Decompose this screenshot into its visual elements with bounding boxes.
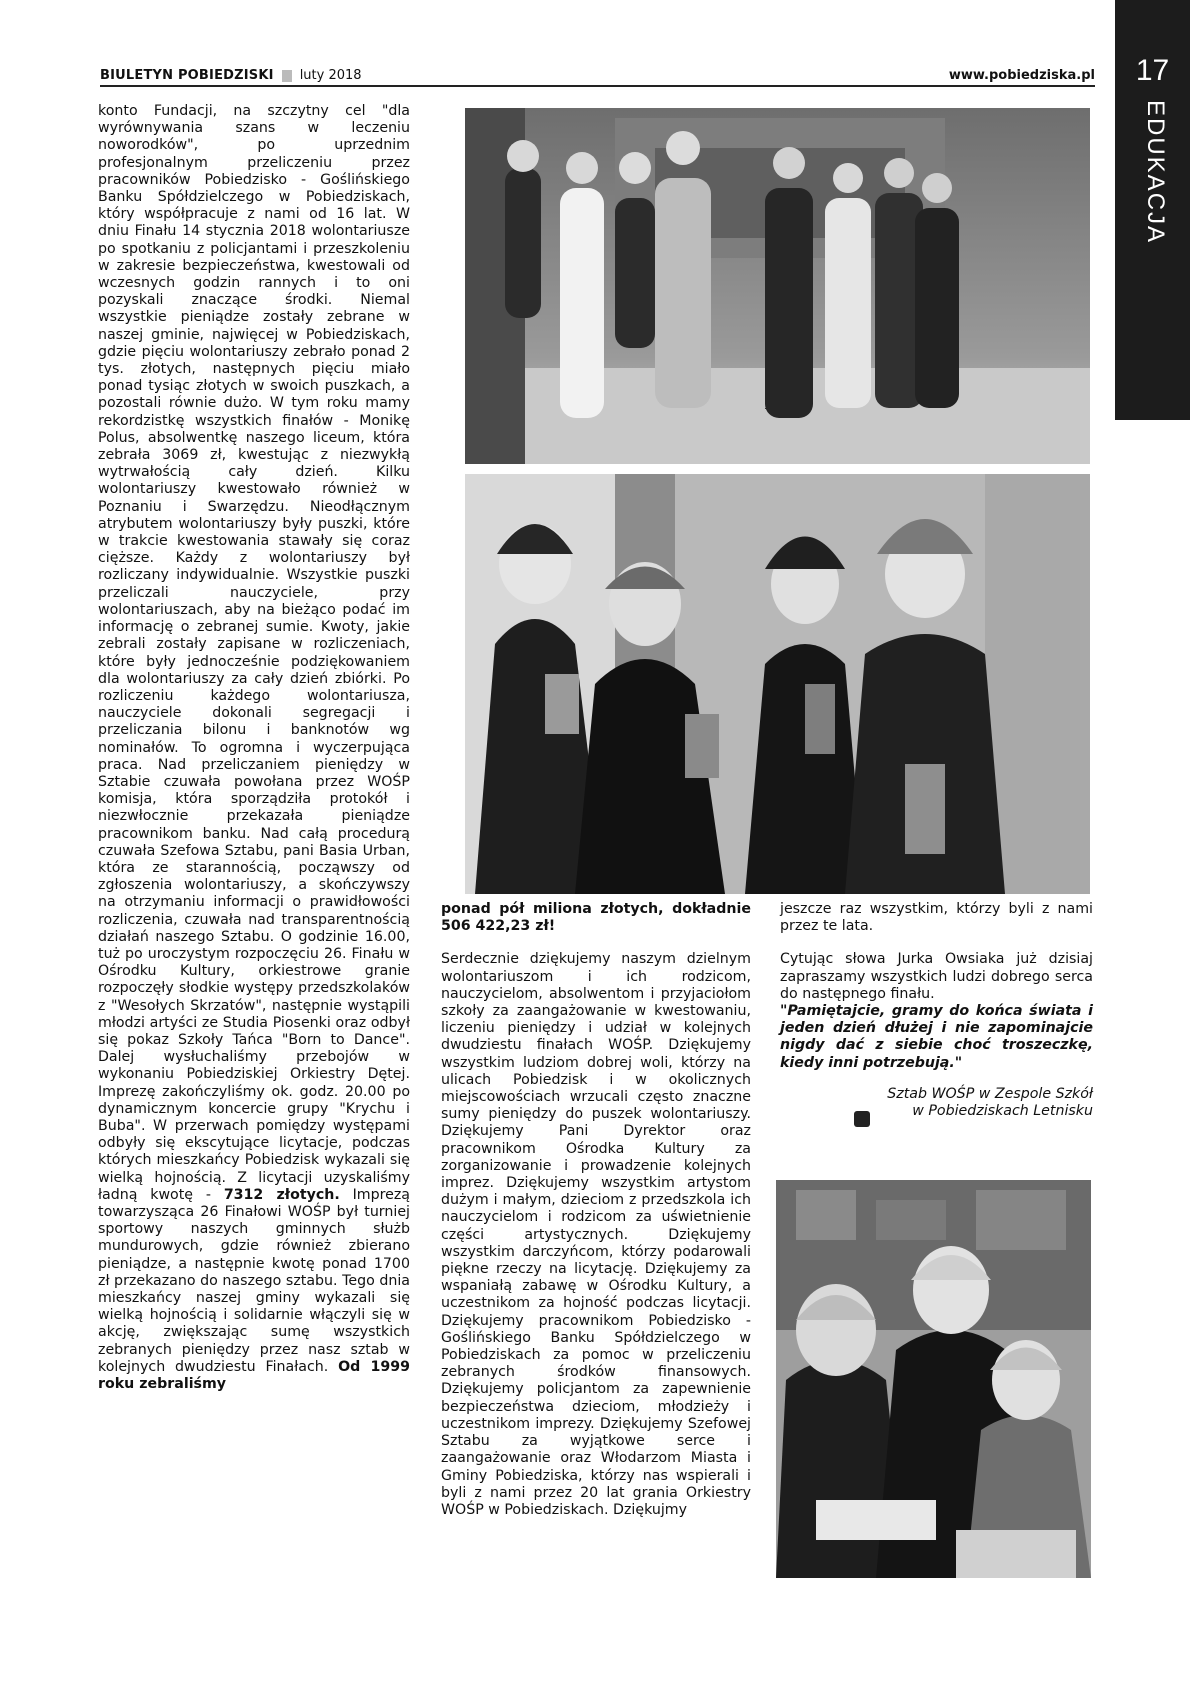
auction-amount: 7312 złotych.	[223, 1186, 340, 1203]
issue-date: luty 2018	[299, 68, 362, 83]
thanks-text: Serdecznie dziękujemy naszym dzielnym wolontariuszom i ich rodzicom, nauczycielom, absolwentom i przyjaciołom szkoły za zaangażowanie w kwestowaniu, liczeniu pieniędzy i udział w kolejnych dwudziestu finałach WOŚP. Dziękujemy wszystkim ludziom dobrej woli, którzy na ulicach Pobiedzisk i w okolicznych miejscowościach wrzucali często znaczne sumy pieniędzy do puszek wolontariuszy. Dziękujemy Pani Dyrektor oraz pracownikom Ośrodka Kultury za zorganizowanie i prowadzenie kolejnych imprez. Dziękujemy wszystkim artystom dużym i małym, dzieciom z przedszkola ich nauczycielom i rodzicom za uświetnienie części artystycznych. Dziękujemy wszystkim darczyńcom, którzy podarowali piękne rzeczy na licytację. Dziękujemy za wspaniałą zabawę w Ośrodku Kultury, a uczestnikom za hojność podczas licytacji. Dziękujemy pracownikom Pobiedzisko - Goślińskiego Banku Spółdzielczego w Pobiedziskach za pomoc w przeliczeniu zebranych środków finansowych. Dziękujemy policjantom za zapewnienie bezpieczeństwa dzieciom, młodzieży i uczestnikom imprezy. Dziękujemy Szefowej Sztabu za wyjątkowe serce i zaangażowanie oraz Włodarzom Miasta i Gminy Pobiedziska, którzy nas wspierali i byli z nami przez 20 lat grania Orkiestry WOŚP w Pobiedziskach. Dziękujmy	[441, 951, 751, 1518]
column-1-body: konto Fundacji, na szczytny cel "dla wyrównywania szans w leczeniu noworodków", po uprzednim profesjonalnym przeliczeniu przez pracowników Pobiedzisko - Goślińskiego Banku Spółdzielczego w Pobiedziskach, który współpracuje z nami od 16 lat. W dniu Finału 14 stycznia 2018 wolontariusze po spotkaniu z policjantami i przeszkoleniu w zakresie bezpieczeństwa, kwestowali od wczesnych godzin rannych i to oni pozyskali znaczące środki. Niemal wszystkie pieniądze zostały zebrane w naszej gminie, najwięcej w Pobiedziskach, gdzie pięciu wolontariuszy zebrało ponad 2 tys. złotych, następnych pięciu miało ponad tysiąc złotych w swoich puszkach, a pozostali równie dużo. W tym roku mamy rekordzistkę wszystkich finałów - Monikę Polus, absolwentkę naszego liceum, która zebrała 3069 zł, kwestując z niezwykłą wytrwałością cały dzień. Kilku wolontariuszy kwestowało również w Poznaniu i Swarzędzu. Nieodłącznym atrybutem wolontariuszy były puszki, które w trakcie kwestowania stawały się coraz cięższe. Każdy z wolontariuszy był rozliczany indywidualnie. Wszystkie puszki przeliczali nauczyciele, przy wolontariuszach, aby na bieżąco podać im informację o zebranej sumie. Kwoty, jakie zebrali zostały zapisane w rozliczeniach, które były jednocześnie podziękowaniem dla wolontariuszy za cały dzień zbiórki. Po rozliczeniu każdego wolontariusza, nauczyciele dokonali segregacji i przeliczania bilonu i banknotów wg nominałów. To ogromna i wyczerpująca praca. Nad przeliczaniem pieniędzy w Sztabie czuwała powołana przez WOŚP komisja, która sporządziła protokół i niezwłocznie przekazała pieniądze pracownikom banku. Nad całą procedurą czuwała Szefowa Sztabu, pani Basia Urban, która ze starannością, począwszy od zgłoszenia wolontariuszy, a skończywszy na otrzymaniu informacji o prawidłowości rozliczenia, czuwała nad transparentnością działań naszego Sztabu. O godzinie 16.00, tuż po uroczystym rozpoczęciu 26. Finału w Ośrodku Kultury, orkiestrowe granie rozpoczęły słodkie występy przedszkolaków z "Wesołych Skrzatów", następnie wystąpili młodzi artyści ze Studia Piosenki oraz odbył się pokaz Szkoły Tańca "Born to Dance". Dalej wysłuchaliśmy przebojów w wykonaniu Pobiedziskiej Orkiestry Dętej. Imprezę zakończyliśmy ok. godz. 20.00 po dynamicznym koncercie grupy "Krychu i Buba". W przerwach pomiędzy występami odbyły się ekscytujące licytacje, podczas których mieszkańcy Pobiedzisk wykazali się wielką hojnością. Z licytacji uzyskaliśmy ładną kwotę -	[98, 103, 410, 1203]
column-1-body-2: Imprezą towarzysząca 26 Finałowi WOŚP był turniej sportowy naszych gminnych służb mundurowych, gdzie również zbierano pieniądze, a następnie kwotę ponad 1700 zł przekazano do naszego sztabu. Tego dnia mieszkańcy naszej gminy wykazali się wielką hojnością i solidarnie włączyli się w akcję, zwiększając sumę wszystkich zebranych pieniędzy przez nasz sztab w kolejnych dwudziestu Finałach.	[98, 1186, 410, 1375]
signature-line-2: w Pobiedziskach Letnisku	[912, 1103, 1093, 1120]
volunteers-photo-image	[465, 474, 1090, 894]
website-link[interactable]: www.pobiedziska.pl	[948, 68, 1095, 83]
section-tab	[1115, 0, 1190, 420]
header-rule	[100, 85, 1095, 87]
article-column-3	[780, 901, 1093, 1120]
total-amount: ponad pół miliona złotych, dokładnie 506 422,23 zł!	[441, 901, 751, 935]
photo-organizers	[776, 1180, 1091, 1578]
article-column-1	[98, 103, 410, 1393]
invitation-text: Cytując słowa Jurka Owsiaka już dzisiaj zapraszamy wszystkich ludzi dobrego serca do następnego finału.	[780, 951, 1093, 1002]
stage-photo-image	[465, 108, 1090, 464]
section-label: EDUKACJA	[1142, 100, 1169, 245]
header-separator	[282, 70, 292, 82]
end-mark-icon	[854, 1111, 870, 1127]
signature	[780, 1086, 1093, 1120]
article-column-2	[441, 901, 751, 1519]
column-1-text	[98, 103, 410, 1393]
page-number: 17	[1135, 54, 1170, 87]
signature-line-1: Sztab WOŚP w Zespole Szkół	[887, 1085, 1093, 1102]
publication-title: BIULETYN POBIEDZISKI	[100, 68, 274, 83]
owsiak-quote: "Pamiętajcie, gramy do końca świata i jeden dzień dłużej i nie zapominajcie nigdy dać z siebie choć troszeczkę, kiedy inni potrzebują."	[780, 1003, 1093, 1071]
organizers-photo-image	[776, 1180, 1091, 1578]
page-header-left	[100, 68, 362, 83]
closing-text: jeszcze raz wszystkim, którzy byli z nami przez te lata.	[780, 901, 1093, 935]
photo-volunteers	[465, 474, 1090, 894]
column-1-tail: Od 1999 roku zebraliśmy	[98, 1358, 410, 1393]
photo-stage-ceremony	[465, 108, 1090, 464]
